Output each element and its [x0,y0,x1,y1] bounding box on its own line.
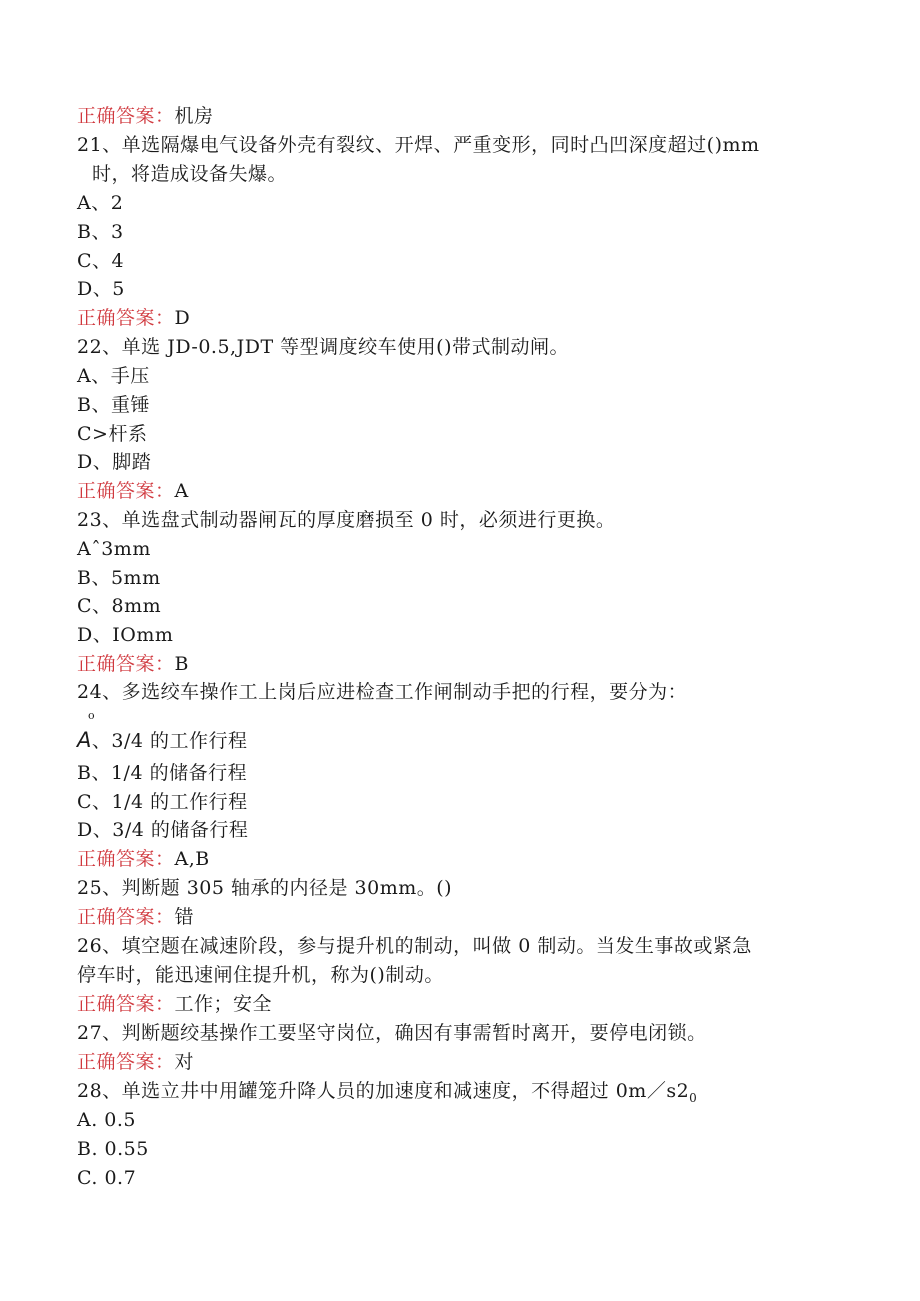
answer-label: 正确答案： [77,993,175,1015]
question-24-option-d: D、3/4 的储备行程 [77,819,249,841]
option-text: 、3/4 的工作行程 [91,730,248,752]
answer-label: 正确答案： [77,105,175,127]
question-23-option-b: B、5mm [77,567,161,589]
question-24: 24、多选绞车操作工上岗后应进检查工作闸制动手把的行程，要分为： [77,681,688,703]
question-21-option-a: A、2 [77,192,124,214]
answer-line-25 [77,905,194,929]
answer-label: 正确答案： [77,906,175,928]
question-28-option-b: B. 0.55 [77,1138,149,1160]
question-22-option-d: D、脚踏 [77,451,152,473]
option-letter: A [77,728,92,752]
answer-line-23 [77,652,189,676]
answer-value: D [174,307,191,329]
question-21-option-b: B、3 [77,221,124,243]
answer-line-26 [77,992,272,1016]
answer-value: A [174,480,189,502]
question-23-option-c: C、8mm [77,595,162,617]
question-26-line-2: 停车时，能迅速闸住提升机，称为()制动。 [77,964,444,986]
question-22-option-a: A、手压 [77,365,150,387]
question-22-option-b: B、重锤 [77,394,150,416]
question-28-text: 28、单选立井中用罐笼升降人员的加速度和减速度，不得超过 0m／s2 [77,1080,690,1102]
question-24-option-a [77,728,248,753]
question-21-line-2: 时，将造成设备失爆。 [92,163,288,185]
answer-label: 正确答案： [77,307,175,329]
question-21-option-c: C、4 [77,250,125,272]
question-24-option-c: C、1/4 的工作行程 [77,791,248,813]
answer-value: 错 [174,906,195,928]
answer-line-21 [77,306,190,330]
question-28-option-a: A. 0.5 [77,1109,137,1131]
answer-label: 正确答案： [77,653,175,675]
question-22: 22、单选 JD-0.5,JDT 等型调度绞车使用()带式制动闸。 [77,336,569,358]
answer-line-20 [77,104,214,128]
question-21-option-d: D、5 [77,278,125,300]
answer-value: 对 [174,1051,195,1073]
question-24-tail: o [88,709,96,722]
answer-value: 工作；安全 [174,993,273,1015]
question-23-option-d: D、IOmm [77,624,174,646]
answer-label: 正确答案： [77,480,175,502]
answer-value: B [174,653,189,675]
question-28-option-c: C. 0.7 [77,1167,137,1189]
answer-label: 正确答案： [77,848,175,870]
question-28-subscript: 0 [689,1090,698,1105]
answer-line-24 [77,847,210,871]
question-27: 27、判断题绞基操作工要坚守岗位，确因有事需暂时离开，要停电闭锁。 [77,1022,707,1044]
question-26-line-1: 26、填空题在减速阶段，参与提升机的制动，叫做 0 制动。当发生事故或紧急 [77,935,752,957]
answer-value: 机房 [174,105,214,127]
question-23: 23、单选盘式制动器闸瓦的厚度磨损至 0 时，必须进行更换。 [77,509,616,531]
question-23-option-a: Aˆ3mm [77,538,151,560]
question-21-line-1: 21、单选隔爆电气设备外壳有裂纹、开焊、严重变形，同时凸凹深度超过()mm [77,134,760,156]
answer-label: 正确答案： [77,1051,175,1073]
question-28 [77,1079,697,1110]
question-25: 25、判断题 305 轴承的内径是 30mm。() [77,877,453,899]
question-24-option-b: B、1/4 的储备行程 [77,762,248,784]
answer-value: A,B [174,848,210,870]
question-22-option-c: C>杆系 [77,423,148,445]
answer-line-27 [77,1050,194,1074]
answer-line-22 [77,479,189,503]
